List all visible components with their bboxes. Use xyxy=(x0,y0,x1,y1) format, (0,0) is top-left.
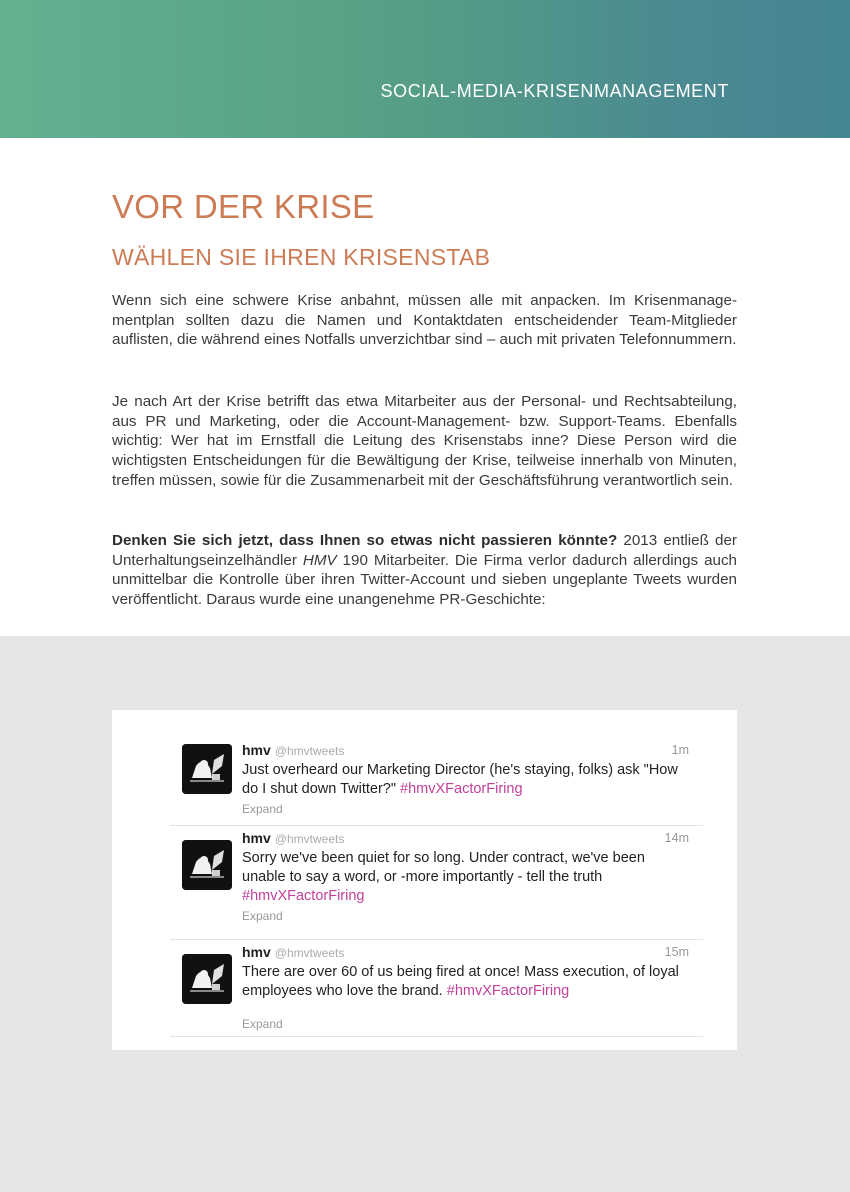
dog-gramophone-icon xyxy=(182,744,232,794)
tweet-author-name[interactable]: hmv xyxy=(242,944,271,960)
tweet-author-handle[interactable]: @hmvtweets xyxy=(274,946,345,960)
tweet-expand-link[interactable]: Expand xyxy=(242,909,283,923)
tweet-text xyxy=(242,849,692,906)
hmv-dog-logo-avatar xyxy=(182,744,232,794)
tweet-item xyxy=(170,940,703,1037)
tweet-author-name[interactable]: hmv xyxy=(242,830,271,846)
company-name-italic: HMV xyxy=(302,551,337,569)
tweet-header xyxy=(242,742,693,760)
dog-gramophone-icon xyxy=(182,840,232,890)
dog-gramophone-icon xyxy=(182,954,232,1004)
tweet-author-handle[interactable]: @hmvtweets xyxy=(274,744,345,758)
paragraph-bold-lead: Denken Sie sich jetzt, dass Ihnen so etwas nicht passieren könnte? xyxy=(112,532,618,549)
header-banner xyxy=(0,0,850,138)
tweet-author-name[interactable]: hmv xyxy=(242,742,271,758)
tweet-expand-link[interactable]: Expand xyxy=(242,802,283,816)
tweet-timestamp[interactable]: 15m xyxy=(664,945,689,959)
tweet-expand-link[interactable]: Expand xyxy=(242,1017,283,1031)
page-title: VOR DER KRISE xyxy=(112,188,375,225)
tweet-item xyxy=(170,736,703,826)
header-title: SOCIAL-MEDIA-KRISENMANAGEMENT xyxy=(380,81,729,101)
hmv-dog-logo-avatar xyxy=(182,840,232,890)
paragraph-text: 2013 entließ der Unterhaltungseinzelhändler xyxy=(112,532,737,569)
tweet-text xyxy=(242,761,692,799)
paragraph-hmv-example xyxy=(112,531,737,610)
tweet-text xyxy=(242,963,692,1001)
paragraph-intro: Wenn sich eine schwere Krise anbahnt, müssen alle mit anpacken. Im Krisenmanagementplan sollten dazu die Namen und Kontaktdaten entscheidender Team-Mitglieder auflisten, die während eines Notfalls unverzichtbar sind – auch mit privaten Telefonnummern. xyxy=(112,292,737,349)
tweet-hashtag[interactable]: #hmvXFactorFiring xyxy=(446,983,570,999)
tweet-item xyxy=(170,826,703,940)
paragraph-team-members: Je nach Art der Krise betrifft das etwa Mitarbeiter aus der Personal- und Rechtsabteilung, aus PR und Marketing, oder die Account-Management- bzw. Support-Teams. Ebenfalls wichtig: Wer hat im Ernstfall die Leitung des Krisenstabs inne? Diese Person wird die wichtigsten Entscheidungen für die Bewältigung der Krise, teilweise innerhalb von Minuten, treffen müssen, sowie für die Zusammenarbeit mit der Geschäftsführung verantwortlich sein. xyxy=(112,393,737,489)
paragraph-text: 190 Mitarbeiter. Die Firma verlor dadurch allerdings auch unmittelbar die Kontrolle über ihren Twitter-Account und sieben ungeplante Tweets wurden veröffentlicht. Daraus wurde eine unangenehme PR-Geschichte: xyxy=(112,551,738,609)
tweet-body: Just overheard our Marketing Director (he's staying, folks) ask "How do I shut down Twitter?" xyxy=(242,762,678,797)
tweet-screenshot xyxy=(112,710,737,1050)
hmv-dog-logo-avatar xyxy=(182,954,232,1004)
tweet-hashtag[interactable]: #hmvXFactorFiring xyxy=(400,781,523,797)
section-subtitle: WÄHLEN SIE IHREN KRISENSTAB xyxy=(112,244,491,270)
tweet-hashtag[interactable]: #hmvXFactorFiring xyxy=(242,888,365,904)
tweet-timestamp[interactable]: 1m xyxy=(671,743,689,757)
tweet-header xyxy=(242,944,693,962)
tweet-body: There are over 60 of us being fired at once! Mass execution, of loyal employees who love the brand. xyxy=(242,964,679,999)
tweet-header xyxy=(242,830,693,848)
tweet-timestamp[interactable]: 14m xyxy=(664,831,689,845)
tweet-author-handle[interactable]: @hmvtweets xyxy=(274,832,345,846)
tweet-body: Sorry we've been quiet for so long. Under contract, we've been unable to say a word, or -more importantly - tell the truth xyxy=(242,850,645,885)
